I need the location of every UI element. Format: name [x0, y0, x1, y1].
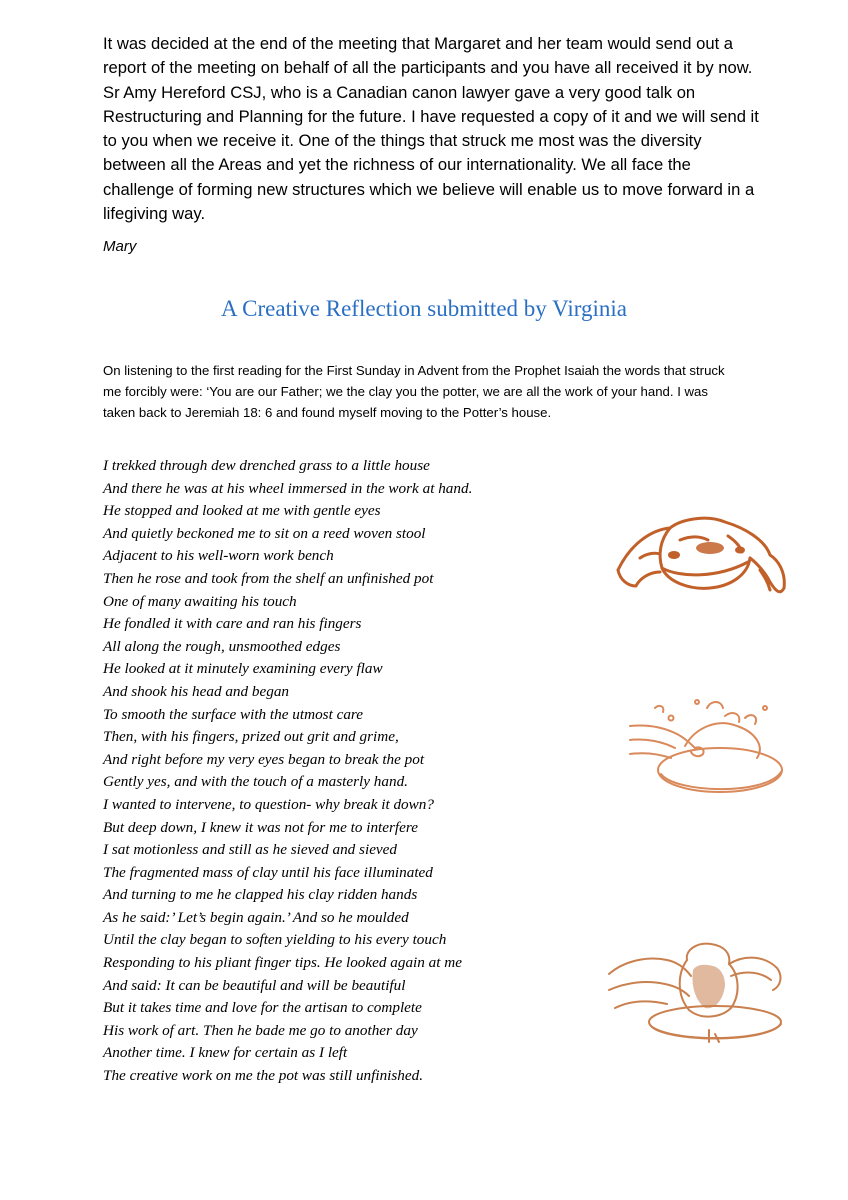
poem-line: He stopped and looked at me with gentle eyes [103, 502, 381, 520]
hands-on-clay-icon [610, 500, 790, 615]
poem-line: And right before my very eyes began to break the pot [103, 750, 425, 768]
poem-line: And turning to me he clapped his clay ridden hands [103, 886, 418, 904]
poem-line: The fragmented mass of clay until his face illuminated [103, 863, 433, 881]
hands-breaking-clay-icon [625, 688, 790, 803]
intro-paragraph: It was decided at the end of the meeting that Margaret and her team would send out a report of the meeting on behalf of all the participants and you have all received it by now. Sr Amy Hereford CSJ, who is a Canadian canon lawyer gave a very good talk on Restructuring and Planning for the future. I have requested a copy of it and we will send it to you when we receive it. One of the things that struck me most was the diversity between all the Areas and yet the richness of our internationality. We all face the challenge of forming new structures which we believe will enable us to move forward in a lifegiving way. [103, 34, 759, 224]
poem-line: But deep down, I knew it was not for me to interfere [103, 818, 418, 836]
poem-line: He looked at it minutely examining every flaw [103, 660, 383, 678]
poem-line: Adjacent to his well-worn work bench [103, 547, 334, 565]
reflection-lead: On listening to the first reading for the First Sunday in Advent from the Prophet Isaiah the words that struck me forcibly were: ‘You are our Father; we the clay you the potter, we are all the work of your hand. I was taken back to Jeremiah 18: 6 and found myself moving to the Potter’s house. [103, 363, 725, 420]
poem-line: I wanted to intervene, to question- why break it down? [103, 795, 434, 813]
poem-line: To smooth the surface with the utmost care [103, 705, 364, 723]
poem-line: All along the rough, unsmoothed edges [103, 637, 341, 655]
poem-line: His work of art. Then he bade me go to another day [103, 1021, 418, 1039]
signature: Mary [103, 238, 137, 255]
poem-line: Another time. I knew for certain as I left [103, 1044, 348, 1062]
poem-line: And said: It can be beautiful and will be beautiful [103, 976, 406, 994]
poem-line: But it takes time and love for the artisan to complete [103, 999, 422, 1017]
poem-line: And quietly beckoned me to sit on a reed woven stool [103, 524, 426, 542]
poem-line: And there he was at his wheel immersed in the work at hand. [103, 479, 473, 497]
poem-line: The creative work on me the pot was still unfinished. [103, 1067, 424, 1085]
poem-line: As he said:’ Let’s begin again.’ And so he moulded [103, 908, 409, 926]
poem [103, 455, 603, 1088]
poem-line: Gently yes, and with the touch of a masterly hand. [103, 773, 408, 791]
reflection-heading: A Creative Reflection submitted by Virginia [221, 296, 627, 321]
poem-line: Then he rose and took from the shelf an unfinished pot [103, 569, 434, 587]
hands-shaping-pot-icon [605, 930, 787, 1050]
poem-line: I trekked through dew drenched grass to a little house [103, 457, 430, 474]
poem-line: I sat motionless and still as he sieved and sieved [103, 841, 398, 859]
poem-line: Responding to his pliant finger tips. He looked again at me [103, 954, 462, 972]
poem-line: Until the clay began to soften yielding to his every touch [103, 931, 447, 949]
poem-line: And shook his head and began [103, 682, 290, 700]
poem-line: Then, with his fingers, prized out grit and grime, [103, 728, 399, 746]
poem-line: One of many awaiting his touch [103, 592, 297, 610]
poem-line: He fondled it with care and ran his fingers [103, 615, 362, 633]
